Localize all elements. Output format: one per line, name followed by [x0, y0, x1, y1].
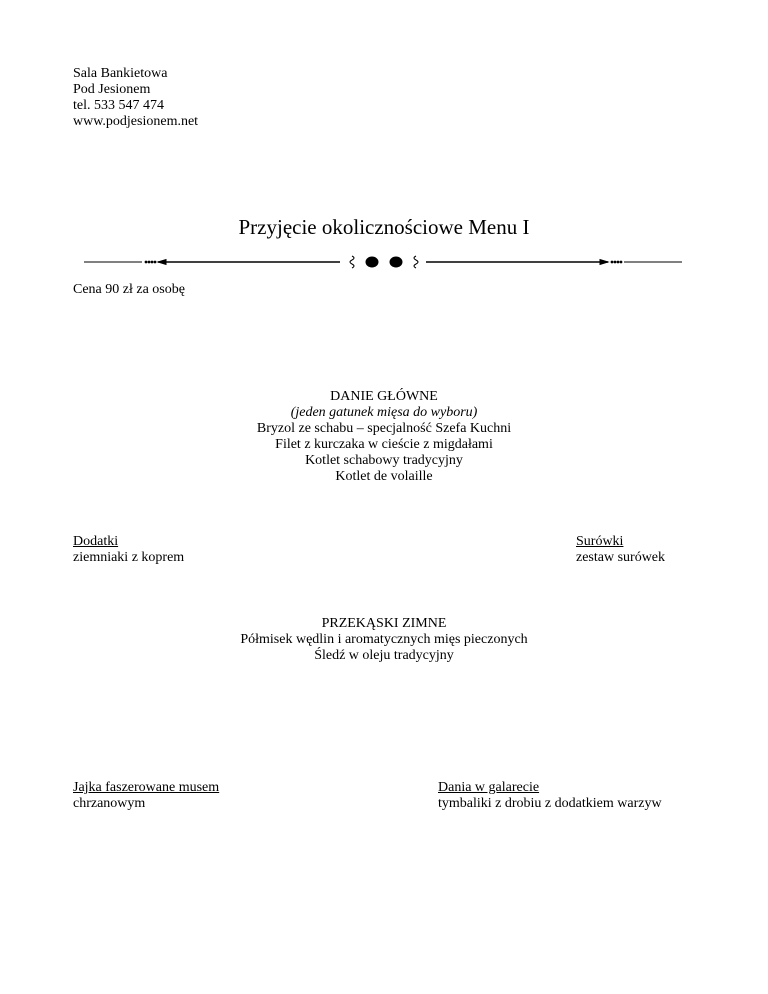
main-course-item: Kotlet schabowy tradycyjny [305, 453, 463, 468]
venue-info [73, 66, 198, 130]
price-per-person: Cena 90 zł za osobę [73, 282, 185, 297]
aspic-text: tymbaliki z drobiu z dodatkiem warzyw [438, 796, 662, 811]
salads-text: zestaw surówek [576, 550, 666, 565]
main-course-heading: DANIE GŁÓWNE [330, 389, 438, 404]
decorative-divider-ornament [80, 250, 686, 274]
main-course-item: Filet z kurczaka w cieście z migdałami [275, 437, 493, 452]
main-course-item: Kotlet de volaille [335, 469, 433, 484]
eggs-block [73, 780, 219, 812]
cold-starters-heading: PRZEKĄSKI ZIMNE [321, 616, 447, 631]
sides-block [73, 534, 184, 566]
cold-starter-item: Śledź w oleju tradycyjny [314, 648, 454, 663]
venue-name: Sala Bankietowa [73, 66, 168, 81]
cold-starter-item: Półmisek wędlin i aromatycznych mięs pieczonych [240, 632, 528, 647]
cold-starters-section [0, 616, 768, 664]
aspic-block [438, 780, 662, 812]
main-course-note: (jeden gatunek mięsa do wyboru) [290, 405, 478, 420]
salads-block [576, 534, 665, 566]
venue-phone: tel. 533 547 474 [73, 98, 164, 113]
sides-text: ziemniaki z koprem [73, 550, 185, 565]
salads-heading: Surówki [576, 534, 624, 549]
venue-subtitle: Pod Jesionem [73, 82, 151, 97]
main-course-section [0, 389, 768, 485]
aspic-heading: Dania w galarecie [438, 780, 540, 795]
venue-website: www.podjesionem.net [73, 114, 199, 129]
eggs-text: chrzanowym [73, 796, 146, 811]
eggs-heading: Jajka faszerowane musem [73, 780, 220, 795]
main-course-item: Bryzol ze schabu – specjalność Szefa Kuchni [256, 421, 512, 436]
sides-heading: Dodatki [73, 534, 119, 549]
page-title: Przyjęcie okolicznościowe Menu I [238, 215, 530, 239]
